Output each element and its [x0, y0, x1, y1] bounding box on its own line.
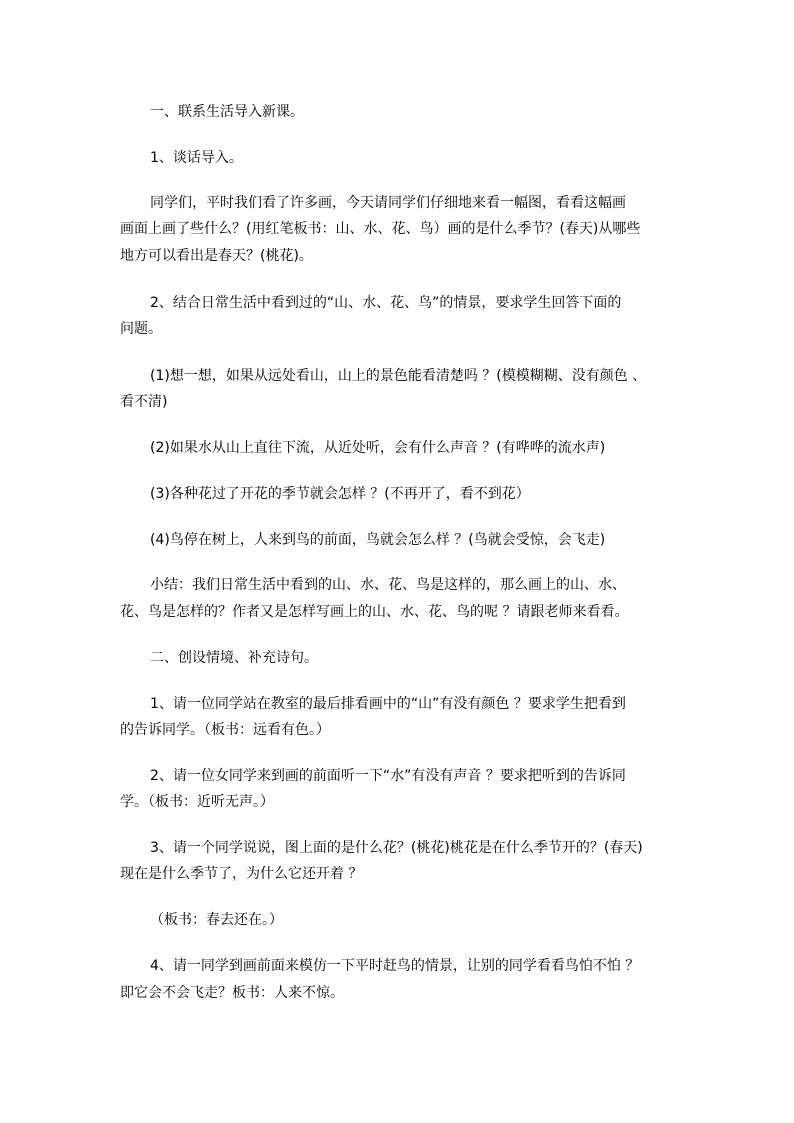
question-line: 看不清) — [120, 394, 168, 410]
question-line: (3)各种花过了开花的季节就会怎样 ？(不再开了，看不到花） — [150, 486, 530, 502]
heading-section-1: 一、联系生活导入新课。 — [150, 104, 304, 120]
paragraph-line: 2、请一位女同学来到画的前面听一下“水”有没有声音 ？要求把听到的告诉同 — [150, 768, 626, 784]
question-line: (2)如果水从山上直往下流，从近处听，会有什么声音 ？(有哗哗的流水声) — [150, 440, 606, 456]
paragraph-line: 2、结合日常生活中看到过的“山、水、花、鸟”的情景，要求学生回答下面的 — [150, 295, 622, 311]
paragraph-line: 同学们，平时我们看了许多画，今天请同学们仔细地来看一幅图，看看这幅画 — [150, 195, 626, 211]
paragraph-line: 的告诉同学。（板书：远看有色。） — [120, 722, 330, 738]
question-line: (4)鸟停在树上，人来到鸟的前面，鸟就会怎么样 ？(鸟就会受惊，会飞走) — [150, 532, 606, 548]
paragraph-line: 即它会不会飞走？板书：人来不惊。 — [120, 985, 344, 1001]
paragraph-line: 4、请一同学到画前面来模仿一下平时赶鸟的情景，让别的同学看看鸟怕不怕 ？ — [150, 958, 640, 974]
paragraph-line: 画面上画了些什么？(用红笔板书：山、水、花、鸟）画的是什么季节？(春天)从哪些 — [120, 221, 641, 237]
paragraph-line: 问题。 — [120, 321, 162, 337]
paragraph-line: 地方可以看出是春天？(桃花)。 — [120, 248, 313, 264]
subheading-1: 1、谈话导入。 — [150, 150, 243, 166]
summary-line: 小结：我们日常生活中看到的山、水、花、鸟是这样的，那么画上的山、水、 — [150, 577, 626, 593]
paragraph-line: 1、请一位同学站在教室的最后排看画中的“山”有没有颜色 ？要求学生把看到 — [150, 696, 626, 712]
heading-section-2: 二、创设情境、补充诗句。 — [150, 650, 318, 666]
paragraph-line: 学。（板书：近听无声。） — [120, 794, 274, 810]
board-note-line: （板书：春去还在。） — [150, 912, 283, 928]
paragraph-line: 3、请一个同学说说，图上面的是什么花？(桃花)桃花是在什么季节开的？(春天) — [150, 840, 643, 856]
summary-line: 花、鸟是怎样的？作者又是怎样写画上的山、水、花、鸟的呢 ？请跟老师来看看。 — [120, 604, 629, 620]
question-line: (1)想一想，如果从远处看山，山上的景色能看清楚吗 ？(模模糊糊、没有颜色 、 — [150, 368, 647, 384]
paragraph-line: 现在是什么季节了，为什么它还开着 ？ — [120, 866, 363, 882]
